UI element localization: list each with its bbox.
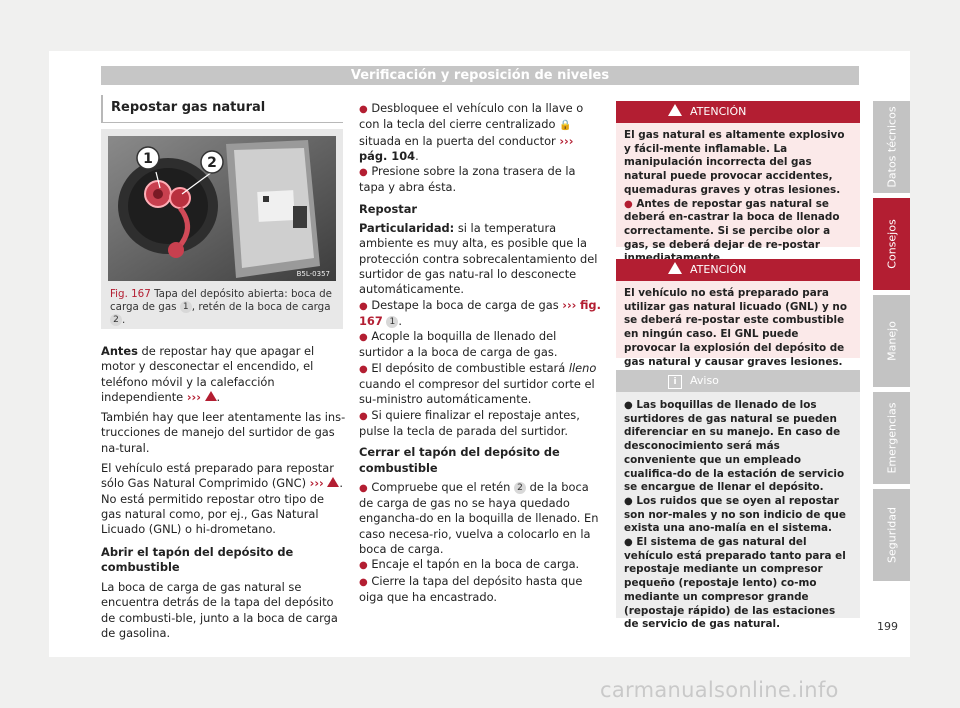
bullet-text: Encaje el tapón en la boca de carga. [371, 557, 580, 572]
caption-callout-1: 1 [180, 301, 192, 313]
note-header [616, 370, 860, 392]
warning-body [616, 281, 860, 369]
ref-arrows: ››› [309, 476, 324, 491]
tab-seguridad[interactable] [873, 489, 910, 581]
ref-arrows: ››› [562, 297, 577, 312]
bullet-encaje [359, 557, 601, 573]
bullet-dot: ● [359, 363, 368, 375]
bullet-dot: ● [359, 300, 368, 312]
warning-header [616, 259, 860, 281]
caption-text-b: , retén de la boca de carga [191, 301, 331, 313]
page-ref[interactable]: pág. 104 [359, 148, 416, 163]
bullet-destape: ● Destape la boca de carga de gas ››› fig. 167 1 . [359, 297, 601, 328]
tab-datos-tecnicos[interactable] [873, 101, 910, 193]
bullet-text-tail: situada en la puerta del conductor [359, 133, 556, 148]
warning-bullet-text: Antes de repostar gas natural se deberá en-castrar la boca de llenado correctamente. Si se percibe olor a gas, se deberá dejar de re-postar [624, 197, 840, 251]
bullet-dot: ● [359, 332, 368, 344]
warning-icon [205, 391, 217, 401]
bullet-text: Presione sobre la zona trasera de la tapa y abra ésta. [359, 164, 576, 195]
note-text: El sistema de gas natural del vehículo está preparado tanto para el repostaje mediante un compresor pequeño (repostaje lento) co-mo mediante un compresor grande (repostaje rápido) de las estaciones de servicio de gas natural. [624, 536, 846, 631]
page-number: 199 [877, 620, 898, 633]
paragraph-antes: Antes de repostar hay que apagar el motor y desconectar el encendido, el teléfono móvil y la calefacción independiente ››› . [101, 344, 315, 404]
bullet-dot: ● [359, 167, 368, 179]
fuel-door-photo [108, 136, 336, 281]
bullet-dot: ● [359, 560, 368, 572]
callout-ref-1: 1 [386, 316, 398, 328]
paragraph-boca: La boca de carga de gas natural se encuentra detrás de la tapa del depósito de combusti-ble, junto a la boca de carga de gasolina. [101, 580, 338, 641]
figure-ref[interactable]: fig. 167 [359, 297, 601, 328]
tab-manejo[interactable] [873, 295, 910, 387]
watermark: carmanualsonline.info [600, 678, 839, 702]
note-text: Los ruidos que se oyen al repostar son nor-males y no son indicio de que exista una ano-malía en el sistema. [624, 494, 846, 535]
bullet-dot: ● [359, 576, 368, 588]
particularidad-label: Particularidad: [359, 221, 455, 236]
note-text: Las boquillas de llenado de los surtidores de gas natural se pueden diferenciar en su manejo. En caso de desconocimiento será más conveniente que un empleado cualifica-do de la estación de servicio se encargue de llenar el depósito. [624, 399, 845, 494]
bullet-reten [359, 480, 601, 557]
warning-icon [668, 104, 682, 116]
bullet-dot: ● [359, 482, 368, 494]
note-bullet-1 [624, 399, 852, 495]
gnc-text-a: El vehículo está preparado para repostar sólo Gas Natural Comprimido (GNC) [101, 461, 334, 491]
warning-icon [327, 477, 339, 487]
paragraph-gnc [101, 461, 347, 537]
ref-arrows: ››› [186, 389, 201, 404]
bullet-presione [359, 164, 601, 196]
bullet-text-b: cuando el compresor del surtidor corte el su-ministro automáticamente. [359, 377, 595, 407]
bullet-dot: ● [624, 198, 633, 210]
callout-1-label: 1 [143, 151, 153, 167]
antes-label: Antes [101, 344, 138, 358]
bullet-text: Acople la boquilla de llenado del surtidor a la boca de carga de gas. [359, 329, 558, 360]
particularidad-text: si la temperatura ambiente es muy alta, es posible que la protección contra sobrecalentamiento del surtidor de gas natu-ral lo desconecte automáticamente. [359, 221, 598, 297]
paragraph-instructions: También hay que leer atentamente las ins-trucciones de manejo del surtidor de gas na-tural. [101, 410, 346, 455]
info-icon: i [668, 375, 682, 389]
ref-arrows: ››› [559, 133, 574, 148]
bullet-text: Destape la boca de carga de gas [371, 297, 559, 312]
bullet-dot: ● [624, 400, 633, 411]
note-bullet-2 [624, 495, 852, 536]
warning-text: El gas natural es altamente explosivo y fácil-mente inflamable. La manipulación incorrecta del gas natural puede provocar accidentes, quemaduras graves y otras lesiones. [624, 129, 845, 196]
bullet-italic: lleno [568, 360, 597, 375]
caption-text-a: Tapa del depósito abierta: boca de carga de gas [110, 288, 332, 313]
warning-box-2 [616, 259, 860, 368]
figure-code: B5L-0357 [296, 270, 330, 278]
bullet-dot: ● [624, 537, 633, 549]
bullet-dot: ● [624, 495, 633, 507]
heading-cerrar: Cerrar el tapón del depósito de combustible [359, 445, 560, 475]
tab-label: Seguridad [885, 507, 898, 563]
heading-abrir: Abrir el tapón del depósito de combustible [101, 544, 294, 574]
warning-title: ATENCIÓN [690, 105, 747, 118]
caption-callout-2: 2 [110, 314, 122, 326]
bullet-text-a: El depósito de combustible estará [371, 360, 569, 375]
bullet-text-a: Compruebe que el retén [371, 479, 511, 494]
heading-repostar: Repostar [359, 201, 418, 216]
chapter-header: Verificación y reposición de niveles [101, 66, 859, 85]
figure-number: Fig. 167 [110, 288, 151, 300]
warning-bullet [624, 198, 852, 267]
gnc-text-b: . No está permitido repostar otro tipo de gas natural como, por ej., Gas Natural Licuado (GNL) o hi-drometano. [101, 476, 343, 537]
warning-title: ATENCIÓN [690, 263, 747, 276]
bullet-text: Desbloquee el vehículo con la llave o con la tecla del cierre centralizado [359, 101, 584, 132]
tab-label: Datos técnicos [885, 106, 898, 188]
bullet-lleno [359, 361, 601, 408]
bullet-desbloquee: ● Desbloquee el vehículo con la llave o con la tecla del cierre centralizado 🔒 situada en la puerta del conductor ››› pág. 104. [359, 101, 584, 163]
bullet-acople [359, 329, 601, 361]
paragraph-particularidad [359, 221, 601, 297]
bullet-finalizar [359, 408, 601, 440]
bullet-text-b: de la boca de carga de gas no se haya quedado engancha-do en la boquilla de llenado. En caso necesa-rio, vuelva a colocarlo en la boca de carga. [359, 479, 599, 557]
column-2 [359, 101, 601, 605]
bullet-dot: ● [359, 104, 368, 115]
warning-body [616, 123, 860, 266]
callout-2-label: 2 [207, 155, 217, 171]
callout-ref-2: 2 [514, 482, 526, 494]
tab-label: Consejos [885, 219, 898, 269]
lock-icon: 🔒 [559, 120, 572, 132]
note-bullet-3 [624, 536, 852, 632]
antes-text: de repostar hay que apagar el motor y desconectar el encendido, el teléfono móvil y la calefacción independiente [101, 344, 315, 404]
tab-label: Manejo [885, 321, 898, 361]
warning-header [616, 101, 860, 123]
caption-text-c: . [122, 314, 126, 326]
section-title: Repostar gas natural [101, 95, 343, 123]
warning-box-1 [616, 101, 860, 251]
figure-caption [110, 288, 336, 327]
warning-text: El vehículo no está preparado para utilizar gas natural licuado (GNL) y no se deberá re-postar este combustible en ningún caso. El GNL puede provocar la explosión del depósito de gas natural y causar graves lesiones. [624, 287, 847, 368]
note-title: Aviso [690, 374, 719, 387]
bullet-text: Si quiere finalizar el repostaje antes, pulse la tecla de parada del surtidor. [359, 407, 580, 438]
tab-label: Emergencias [885, 402, 898, 474]
tab-consejos[interactable] [873, 198, 910, 290]
bullet-dot: ● [359, 410, 368, 422]
column-1 [101, 344, 347, 641]
warning-icon [668, 262, 682, 274]
fuel-door-illustration [108, 136, 336, 281]
note-box [616, 370, 860, 631]
figure-167 [101, 129, 343, 329]
tab-emergencias[interactable] [873, 392, 910, 484]
bullet-text: Cierre la tapa del depósito hasta que oiga que ha encastrado. [359, 573, 583, 604]
note-body [616, 392, 860, 632]
bullet-cierre [359, 574, 601, 606]
